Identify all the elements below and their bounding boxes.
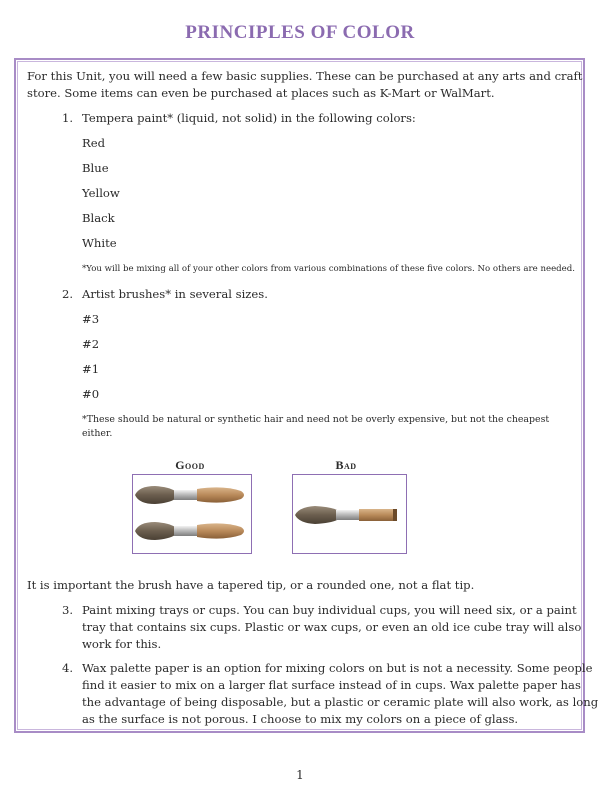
bad-brush-box xyxy=(292,474,407,554)
color-item: Yellow xyxy=(82,186,120,200)
brush-icon xyxy=(135,522,244,540)
page-title: PRINCIPLES OF COLOR xyxy=(185,22,415,43)
intro-line-1: For this Unit, you will need a few basic supplies. These can be purchased at any arts and craft xyxy=(27,69,583,83)
size-item: #1 xyxy=(82,362,100,376)
bad-brush-illustration xyxy=(293,475,406,553)
item-1-text: Tempera paint* (liquid, not solid) in the following colors: xyxy=(82,111,416,125)
good-brush-illustration xyxy=(133,475,251,553)
color-item: White xyxy=(82,236,117,250)
item-2-footnote-line-2: either. xyxy=(82,428,113,439)
intro-line-2: store. Some items can even be purchased at places such as K-Mart or WalMart. xyxy=(27,86,495,100)
bad-label: Bad xyxy=(335,458,357,472)
item-4-line: as the surface is not porous. I choose to mix my colors on a piece of glass. xyxy=(82,712,519,726)
item-2-number: 2. xyxy=(62,287,74,301)
color-item: Red xyxy=(82,136,106,150)
item-2-text: Artist brushes* in several sizes. xyxy=(82,287,268,301)
item-3-line: tray that contains six cups. Plastic or wax cups, or even an old ice cube tray will also xyxy=(82,620,582,634)
page-number: 1 xyxy=(296,768,304,782)
item-3-line: work for this. xyxy=(82,637,162,651)
color-item: Black xyxy=(82,211,115,225)
brush-icon xyxy=(135,486,244,504)
size-item: #2 xyxy=(82,337,100,351)
item-3-number: 3. xyxy=(62,603,74,617)
size-item: #0 xyxy=(82,387,100,401)
item-1-number: 1. xyxy=(62,111,74,125)
item-4-line: the advantage of being disposable, but a plastic or ceramic plate will also work, as long xyxy=(82,695,599,709)
brush-note: It is important the brush have a tapered tip, or a rounded one, not a flat tip. xyxy=(27,578,475,592)
item-3-line: Paint mixing trays or cups. You can buy individual cups, you will need six, or a paint xyxy=(82,603,577,617)
good-label: Good xyxy=(175,458,205,472)
item-4-number: 4. xyxy=(62,661,74,675)
color-item: Blue xyxy=(82,161,109,175)
good-brush-box xyxy=(132,474,252,554)
item-4-line: Wax palette paper is an option for mixing colors on but is not a necessity. Some people xyxy=(82,661,593,675)
item-1-footnote: *You will be mixing all of your other colors from various combinations of these five colors. No others are needed. xyxy=(82,264,575,274)
item-4-line: find it easier to mix on a larger flat surface instead of in cups. Wax palette paper has xyxy=(82,678,581,692)
item-2-footnote-line-1: *These should be natural or synthetic hair and need not be overly expensive, but not the cheapest xyxy=(82,414,550,425)
brush-icon xyxy=(295,506,397,524)
size-item: #3 xyxy=(82,312,100,326)
